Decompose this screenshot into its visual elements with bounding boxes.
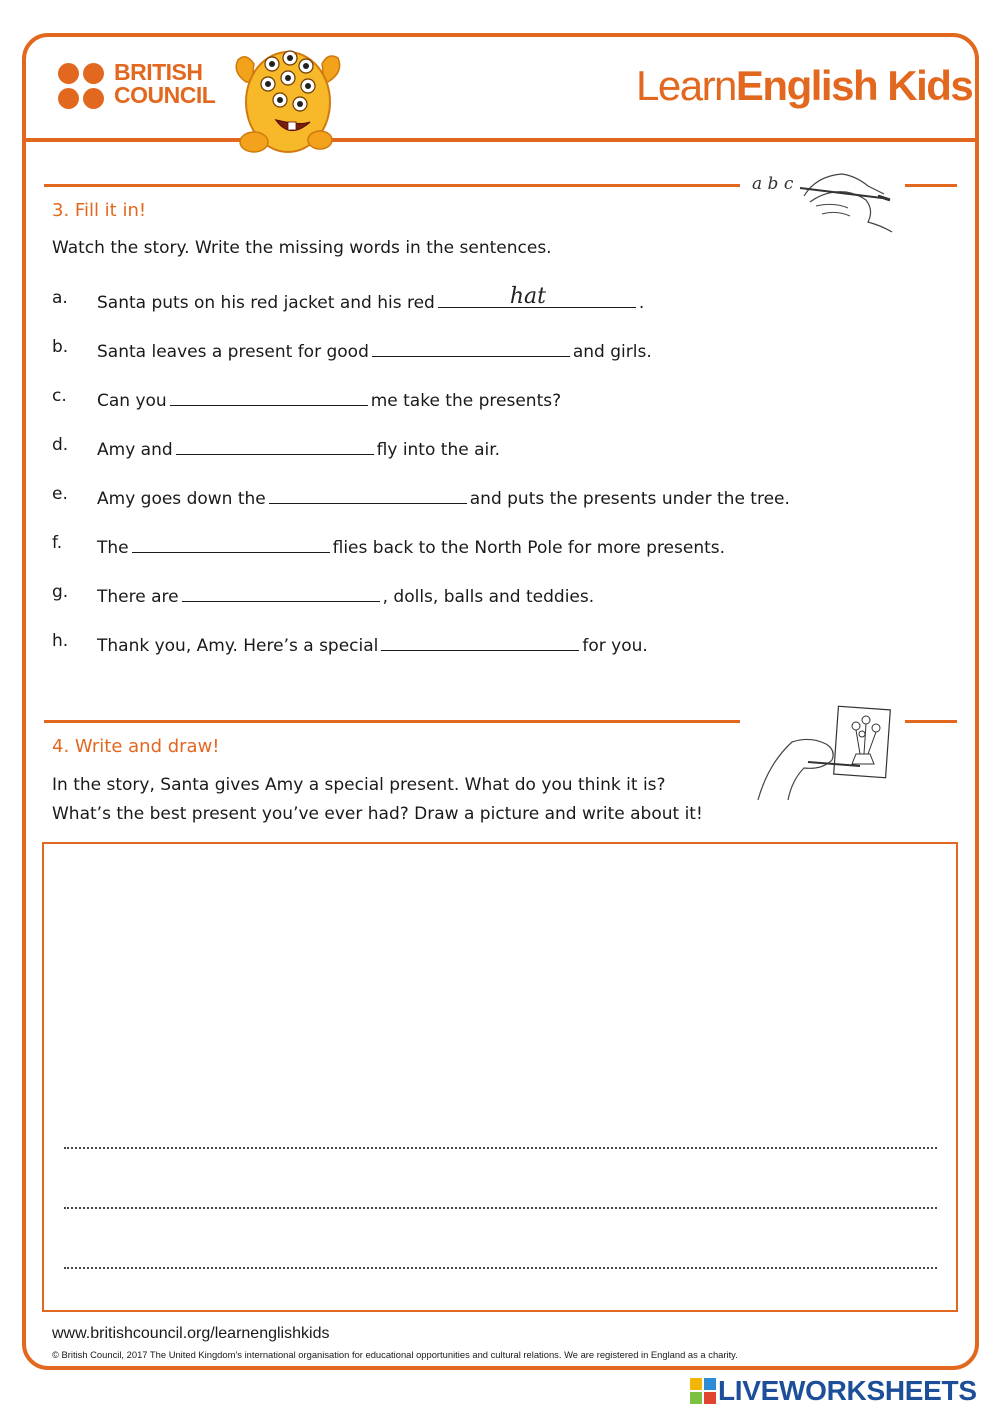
question-text-before: Amy and bbox=[97, 440, 173, 460]
answer-blank[interactable] bbox=[372, 339, 570, 357]
question-sentence bbox=[97, 339, 652, 362]
question-letter: g. bbox=[52, 582, 69, 602]
answer-blank[interactable] bbox=[438, 284, 636, 309]
question-text-after: , dolls, balls and teddies. bbox=[382, 587, 595, 607]
answer-blank[interactable] bbox=[132, 535, 330, 553]
question-letter: b. bbox=[52, 337, 69, 357]
question-letter: f. bbox=[52, 533, 63, 553]
question-sentence bbox=[97, 486, 790, 509]
writing-line[interactable] bbox=[64, 1267, 937, 1269]
question-letter: e. bbox=[52, 484, 68, 504]
question-text-after: for you. bbox=[582, 636, 648, 656]
question-text-after: flies back to the North Pole for more presents. bbox=[332, 538, 726, 558]
answer-blank[interactable] bbox=[269, 486, 467, 504]
handwriting-sample-text: a b c bbox=[752, 174, 794, 194]
section4-instruction-line2: What’s the best present you’ve ever had? Draw a picture and write about it! bbox=[52, 804, 703, 824]
lek-logo-thin: Learn bbox=[636, 62, 736, 109]
section4-rule-right bbox=[905, 720, 957, 723]
question-letter: a. bbox=[52, 288, 68, 308]
question-sentence bbox=[97, 437, 500, 460]
bc-logo-line2: COUNCIL bbox=[114, 82, 216, 108]
question-text-after: fly into the air. bbox=[376, 440, 501, 460]
question-text-after: me take the presents? bbox=[370, 391, 562, 411]
answer-text: hat bbox=[509, 284, 546, 309]
question-sentence bbox=[97, 535, 725, 558]
mascot-monster-icon bbox=[228, 42, 348, 160]
question-text-before: Amy goes down the bbox=[97, 489, 266, 509]
answer-blank[interactable] bbox=[381, 633, 579, 651]
question-text-before: The bbox=[97, 538, 129, 558]
bc-logo-line1: BRITISH bbox=[114, 59, 203, 85]
question-sentence bbox=[97, 584, 594, 607]
section4-title: 4. Write and draw! bbox=[52, 736, 220, 757]
question-text-after: and girls. bbox=[572, 342, 652, 362]
question-sentence bbox=[97, 388, 561, 411]
learnenglish-kids-logo bbox=[636, 62, 973, 110]
header-divider bbox=[24, 138, 977, 142]
section3-rule-left bbox=[44, 184, 740, 187]
section3-title: 3. Fill it in! bbox=[52, 200, 147, 221]
question-sentence bbox=[97, 284, 645, 313]
drawing-hand-icon bbox=[752, 704, 892, 804]
section3-rule-right bbox=[905, 184, 957, 187]
question-text-before: Santa leaves a present for good bbox=[97, 342, 369, 362]
footer-copyright: © British Council, 2017 The United Kingdom’s international organisation for educational opportunities and cultural relations. We are registered in England as a charity. bbox=[52, 1349, 738, 1360]
question-letter: h. bbox=[52, 631, 69, 651]
british-council-dots-icon bbox=[58, 63, 106, 111]
question-text-before: There are bbox=[97, 587, 179, 607]
writing-line[interactable] bbox=[64, 1207, 937, 1209]
section3-instruction: Watch the story. Write the missing words in the sentences. bbox=[52, 238, 552, 258]
question-text-after: and puts the presents under the tree. bbox=[469, 489, 790, 509]
question-text-before: Can you bbox=[97, 391, 167, 411]
answer-blank[interactable] bbox=[182, 584, 380, 602]
drawing-area[interactable] bbox=[42, 842, 958, 1312]
section4-rule-left bbox=[44, 720, 740, 723]
section4-instruction-line1: In the story, Santa gives Amy a special present. What do you think it is? bbox=[52, 775, 666, 795]
question-sentence bbox=[97, 633, 648, 656]
liveworksheets-grid-icon bbox=[690, 1378, 716, 1404]
question-text-before: Santa puts on his red jacket and his red bbox=[97, 293, 435, 313]
liveworksheets-text: LIVEWORKSHEETS bbox=[718, 1375, 977, 1406]
question-letter: c. bbox=[52, 386, 67, 406]
writing-hand-icon bbox=[796, 166, 896, 244]
question-text-before: Thank you, Amy. Here’s a special bbox=[97, 636, 379, 656]
answer-blank[interactable] bbox=[170, 388, 368, 406]
question-text-after: . bbox=[638, 293, 645, 313]
lek-logo-bold: English Kids bbox=[735, 62, 973, 109]
writing-line[interactable] bbox=[64, 1147, 937, 1149]
footer-url: www.britishcouncil.org/learnenglishkids bbox=[52, 1325, 330, 1342]
question-letter: d. bbox=[52, 435, 69, 455]
answer-blank[interactable] bbox=[176, 437, 374, 455]
